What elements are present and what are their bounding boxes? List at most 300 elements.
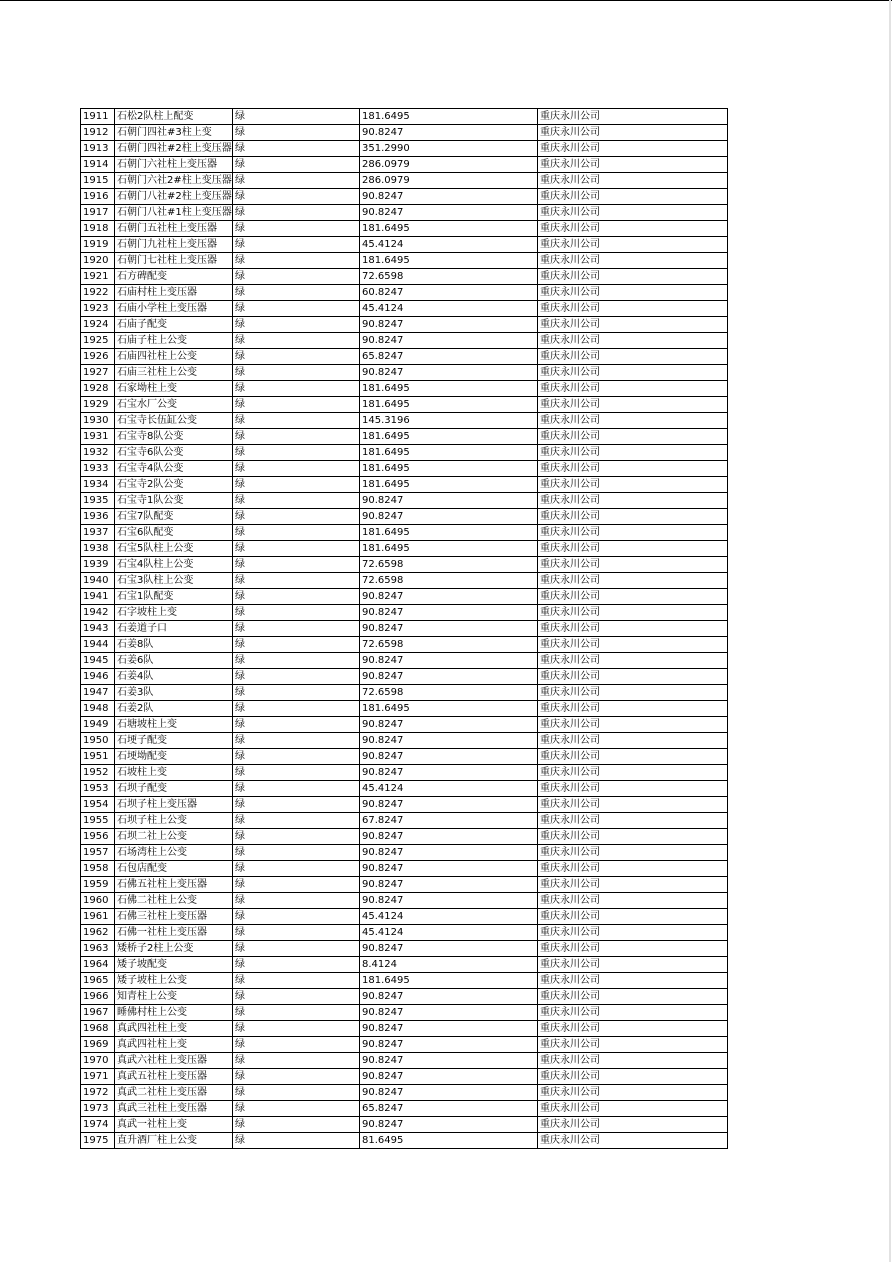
- table-row: [81, 1101, 728, 1117]
- capacity-value-cell: 90.8247: [360, 365, 538, 381]
- transformer-name-cell: 石坝子配变: [115, 781, 233, 797]
- row-number-cell: 1922: [81, 285, 115, 301]
- capacity-value-cell: 181.6495: [360, 429, 538, 445]
- status-color-cell: 绿: [233, 765, 360, 781]
- status-color-cell: 绿: [233, 957, 360, 973]
- company-name-cell: 重庆永川公司: [538, 445, 728, 461]
- status-color-cell: 绿: [233, 429, 360, 445]
- table-row: [81, 365, 728, 381]
- row-number-cell: 1960: [81, 893, 115, 909]
- status-color-cell: 绿: [233, 365, 360, 381]
- status-color-cell: 绿: [233, 221, 360, 237]
- company-name-cell: 重庆永川公司: [538, 349, 728, 365]
- status-color-cell: 绿: [233, 525, 360, 541]
- row-number-cell: 1967: [81, 1005, 115, 1021]
- transformer-name-cell: 真武一社柱上变: [115, 1117, 233, 1133]
- row-number-cell: 1951: [81, 749, 115, 765]
- table-row: [81, 621, 728, 637]
- table-row: [81, 253, 728, 269]
- transformer-name-cell: 石朝门八社#2柱上变压器: [115, 189, 233, 205]
- status-color-cell: 绿: [233, 1133, 360, 1149]
- capacity-value-cell: 90.8247: [360, 493, 538, 509]
- table-row: [81, 429, 728, 445]
- table-row: [81, 893, 728, 909]
- row-number-cell: 1946: [81, 669, 115, 685]
- table-row: [81, 1117, 728, 1133]
- transformer-name-cell: 石宝5队柱上公变: [115, 541, 233, 557]
- transformer-name-cell: 石庙小学柱上变压器: [115, 301, 233, 317]
- status-color-cell: 绿: [233, 349, 360, 365]
- table-row: [81, 381, 728, 397]
- transformer-name-cell: 石家坳柱上变: [115, 381, 233, 397]
- status-color-cell: 绿: [233, 317, 360, 333]
- status-color-cell: 绿: [233, 701, 360, 717]
- status-color-cell: 绿: [233, 269, 360, 285]
- transformer-name-cell: 石包店配变: [115, 861, 233, 877]
- capacity-value-cell: 90.8247: [360, 1053, 538, 1069]
- capacity-value-cell: 90.8247: [360, 861, 538, 877]
- table-row: [81, 445, 728, 461]
- row-number-cell: 1962: [81, 925, 115, 941]
- transformer-name-cell: 石佛三社柱上变压器: [115, 909, 233, 925]
- table-row: [81, 525, 728, 541]
- row-number-cell: 1930: [81, 413, 115, 429]
- capacity-value-cell: 72.6598: [360, 269, 538, 285]
- company-name-cell: 重庆永川公司: [538, 861, 728, 877]
- company-name-cell: 重庆永川公司: [538, 269, 728, 285]
- capacity-value-cell: 90.8247: [360, 1021, 538, 1037]
- transformer-name-cell: 矮子坡配变: [115, 957, 233, 973]
- status-color-cell: 绿: [233, 109, 360, 125]
- transformer-name-cell: 石宝寺2队公变: [115, 477, 233, 493]
- transformer-name-cell: 石宝4队柱上公变: [115, 557, 233, 573]
- row-number-cell: 1959: [81, 877, 115, 893]
- transformer-name-cell: 石宝7队配变: [115, 509, 233, 525]
- status-color-cell: 绿: [233, 605, 360, 621]
- transformer-name-cell: 石宝3队柱上公变: [115, 573, 233, 589]
- table-row: [81, 509, 728, 525]
- row-number-cell: 1919: [81, 237, 115, 253]
- row-number-cell: 1969: [81, 1037, 115, 1053]
- status-color-cell: 绿: [233, 285, 360, 301]
- table-row: [81, 957, 728, 973]
- capacity-value-cell: 90.8247: [360, 205, 538, 221]
- capacity-value-cell: 60.8247: [360, 285, 538, 301]
- company-name-cell: 重庆永川公司: [538, 653, 728, 669]
- row-number-cell: 1971: [81, 1069, 115, 1085]
- row-number-cell: 1932: [81, 445, 115, 461]
- capacity-value-cell: 90.8247: [360, 621, 538, 637]
- status-color-cell: 绿: [233, 813, 360, 829]
- row-number-cell: 1943: [81, 621, 115, 637]
- table-row: [81, 189, 728, 205]
- company-name-cell: 重庆永川公司: [538, 477, 728, 493]
- company-name-cell: 重庆永川公司: [538, 669, 728, 685]
- row-number-cell: 1944: [81, 637, 115, 653]
- status-color-cell: 绿: [233, 461, 360, 477]
- row-number-cell: 1953: [81, 781, 115, 797]
- status-color-cell: 绿: [233, 413, 360, 429]
- company-name-cell: 重庆永川公司: [538, 397, 728, 413]
- row-number-cell: 1941: [81, 589, 115, 605]
- company-name-cell: 重庆永川公司: [538, 1053, 728, 1069]
- capacity-value-cell: 90.8247: [360, 653, 538, 669]
- table-row: [81, 637, 728, 653]
- transformer-name-cell: 石庙四社柱上公变: [115, 349, 233, 365]
- table-row: [81, 717, 728, 733]
- table-row: [81, 861, 728, 877]
- capacity-value-cell: 90.8247: [360, 941, 538, 957]
- transformer-name-cell: 真武三社柱上变压器: [115, 1101, 233, 1117]
- status-color-cell: 绿: [233, 925, 360, 941]
- transformer-name-cell: 石塘坡柱上变: [115, 717, 233, 733]
- table-row: [81, 653, 728, 669]
- row-number-cell: 1947: [81, 685, 115, 701]
- capacity-value-cell: 90.8247: [360, 1037, 538, 1053]
- capacity-value-cell: 90.8247: [360, 1005, 538, 1021]
- status-color-cell: 绿: [233, 1101, 360, 1117]
- transformer-name-cell: 真武五社柱上变压器: [115, 1069, 233, 1085]
- status-color-cell: 绿: [233, 557, 360, 573]
- status-color-cell: 绿: [233, 477, 360, 493]
- transformer-name-cell: 石朝门四社#3柱上变: [115, 125, 233, 141]
- table-row: [81, 669, 728, 685]
- transformer-name-cell: 真武六社柱上变压器: [115, 1053, 233, 1069]
- capacity-value-cell: 90.8247: [360, 893, 538, 909]
- capacity-value-cell: 90.8247: [360, 509, 538, 525]
- row-number-cell: 1915: [81, 173, 115, 189]
- table-row: [81, 781, 728, 797]
- table-row: [81, 221, 728, 237]
- table-row: [81, 1037, 728, 1053]
- table-row: [81, 1053, 728, 1069]
- row-number-cell: 1950: [81, 733, 115, 749]
- table-row: [81, 557, 728, 573]
- table-row: [81, 1069, 728, 1085]
- table-row: [81, 301, 728, 317]
- capacity-value-cell: 181.6495: [360, 701, 538, 717]
- table-row: [81, 141, 728, 157]
- capacity-value-cell: 90.8247: [360, 1085, 538, 1101]
- table-row: [81, 349, 728, 365]
- status-color-cell: 绿: [233, 669, 360, 685]
- capacity-value-cell: 90.8247: [360, 189, 538, 205]
- capacity-value-cell: 45.4124: [360, 301, 538, 317]
- status-color-cell: 绿: [233, 141, 360, 157]
- capacity-value-cell: 72.6598: [360, 637, 538, 653]
- transformer-name-cell: 石松2队柱上配变: [115, 109, 233, 125]
- company-name-cell: 重庆永川公司: [538, 717, 728, 733]
- status-color-cell: 绿: [233, 237, 360, 253]
- status-color-cell: 绿: [233, 1005, 360, 1021]
- table-body: [81, 109, 728, 1149]
- row-number-cell: 1973: [81, 1101, 115, 1117]
- row-number-cell: 1938: [81, 541, 115, 557]
- status-color-cell: 绿: [233, 829, 360, 845]
- table-row: [81, 701, 728, 717]
- table-row: [81, 813, 728, 829]
- transformer-name-cell: 石佛一社柱上变压器: [115, 925, 233, 941]
- transformer-name-cell: 石姜道子口: [115, 621, 233, 637]
- row-number-cell: 1949: [81, 717, 115, 733]
- status-color-cell: 绿: [233, 1021, 360, 1037]
- status-color-cell: 绿: [233, 717, 360, 733]
- transformer-name-cell: 石宝水厂公变: [115, 397, 233, 413]
- table-row: [81, 333, 728, 349]
- capacity-value-cell: 90.8247: [360, 749, 538, 765]
- row-number-cell: 1942: [81, 605, 115, 621]
- table-row: [81, 269, 728, 285]
- capacity-value-cell: 286.0979: [360, 157, 538, 173]
- capacity-value-cell: 90.8247: [360, 125, 538, 141]
- company-name-cell: 重庆永川公司: [538, 1101, 728, 1117]
- status-color-cell: 绿: [233, 781, 360, 797]
- status-color-cell: 绿: [233, 1053, 360, 1069]
- status-color-cell: 绿: [233, 621, 360, 637]
- table-row: [81, 989, 728, 1005]
- row-number-cell: 1952: [81, 765, 115, 781]
- company-name-cell: 重庆永川公司: [538, 525, 728, 541]
- table-row: [81, 605, 728, 621]
- row-number-cell: 1975: [81, 1133, 115, 1149]
- transformer-name-cell: 真武四社柱上变: [115, 1037, 233, 1053]
- capacity-value-cell: 90.8247: [360, 845, 538, 861]
- row-number-cell: 1924: [81, 317, 115, 333]
- company-name-cell: 重庆永川公司: [538, 909, 728, 925]
- transformer-name-cell: 石宝1队配变: [115, 589, 233, 605]
- company-name-cell: 重庆永川公司: [538, 461, 728, 477]
- transformer-name-cell: 石朝门四社#2柱上变压器: [115, 141, 233, 157]
- status-color-cell: 绿: [233, 189, 360, 205]
- transformer-name-cell: 石佛五社柱上变压器: [115, 877, 233, 893]
- transformer-name-cell: 石姜3队: [115, 685, 233, 701]
- table-row: [81, 685, 728, 701]
- row-number-cell: 1916: [81, 189, 115, 205]
- table-row: [81, 909, 728, 925]
- table-row: [81, 749, 728, 765]
- row-number-cell: 1911: [81, 109, 115, 125]
- transformer-name-cell: 石庙村柱上变压器: [115, 285, 233, 301]
- table-row: [81, 1133, 728, 1149]
- transformer-name-cell: 真武四社柱上变: [115, 1021, 233, 1037]
- company-name-cell: 重庆永川公司: [538, 941, 728, 957]
- table-row: [81, 573, 728, 589]
- status-color-cell: 绿: [233, 893, 360, 909]
- row-number-cell: 1923: [81, 301, 115, 317]
- row-number-cell: 1964: [81, 957, 115, 973]
- capacity-value-cell: 181.6495: [360, 109, 538, 125]
- transformer-name-cell: 直升酒厂柱上公变: [115, 1133, 233, 1149]
- company-name-cell: 重庆永川公司: [538, 109, 728, 125]
- transformer-name-cell: 石埂坳配变: [115, 749, 233, 765]
- company-name-cell: 重庆永川公司: [538, 1021, 728, 1037]
- capacity-value-cell: 72.6598: [360, 573, 538, 589]
- capacity-value-cell: 8.4124: [360, 957, 538, 973]
- row-number-cell: 1925: [81, 333, 115, 349]
- row-number-cell: 1933: [81, 461, 115, 477]
- row-number-cell: 1968: [81, 1021, 115, 1037]
- status-color-cell: 绿: [233, 989, 360, 1005]
- transformer-name-cell: 石宝寺1队公变: [115, 493, 233, 509]
- status-color-cell: 绿: [233, 125, 360, 141]
- company-name-cell: 重庆永川公司: [538, 541, 728, 557]
- capacity-value-cell: 65.8247: [360, 1101, 538, 1117]
- row-number-cell: 1954: [81, 797, 115, 813]
- row-number-cell: 1940: [81, 573, 115, 589]
- transformer-name-cell: 石朝门五社柱上变压器: [115, 221, 233, 237]
- status-color-cell: 绿: [233, 333, 360, 349]
- company-name-cell: 重庆永川公司: [538, 973, 728, 989]
- transformer-name-cell: 石字坡柱上变: [115, 605, 233, 621]
- transformer-name-cell: 石方碑配变: [115, 269, 233, 285]
- row-number-cell: 1939: [81, 557, 115, 573]
- capacity-value-cell: 65.8247: [360, 349, 538, 365]
- status-color-cell: 绿: [233, 397, 360, 413]
- status-color-cell: 绿: [233, 205, 360, 221]
- capacity-value-cell: 45.4124: [360, 909, 538, 925]
- status-color-cell: 绿: [233, 1117, 360, 1133]
- row-number-cell: 1966: [81, 989, 115, 1005]
- transformer-name-cell: 石坝二社上公变: [115, 829, 233, 845]
- capacity-value-cell: 286.0979: [360, 173, 538, 189]
- transformer-table: [80, 108, 728, 1149]
- capacity-value-cell: 181.6495: [360, 973, 538, 989]
- row-number-cell: 1920: [81, 253, 115, 269]
- row-number-cell: 1955: [81, 813, 115, 829]
- company-name-cell: 重庆永川公司: [538, 493, 728, 509]
- table-row: [81, 1005, 728, 1021]
- transformer-name-cell: 石坡柱上变: [115, 765, 233, 781]
- capacity-value-cell: 90.8247: [360, 605, 538, 621]
- company-name-cell: 重庆永川公司: [538, 1085, 728, 1101]
- transformer-name-cell: 石场湾柱上公变: [115, 845, 233, 861]
- table-row: [81, 733, 728, 749]
- row-number-cell: 1963: [81, 941, 115, 957]
- company-name-cell: 重庆永川公司: [538, 157, 728, 173]
- capacity-value-cell: 45.4124: [360, 925, 538, 941]
- row-number-cell: 1936: [81, 509, 115, 525]
- status-color-cell: 绿: [233, 301, 360, 317]
- capacity-value-cell: 90.8247: [360, 989, 538, 1005]
- transformer-name-cell: 石庙三社柱上公变: [115, 365, 233, 381]
- status-color-cell: 绿: [233, 909, 360, 925]
- company-name-cell: 重庆永川公司: [538, 797, 728, 813]
- transformer-name-cell: 矮子坡柱上公变: [115, 973, 233, 989]
- company-name-cell: 重庆永川公司: [538, 637, 728, 653]
- capacity-value-cell: 90.8247: [360, 733, 538, 749]
- transformer-name-cell: 石姜4队: [115, 669, 233, 685]
- table-row: [81, 1021, 728, 1037]
- capacity-value-cell: 72.6598: [360, 685, 538, 701]
- transformer-name-cell: 石庙子柱上公变: [115, 333, 233, 349]
- capacity-value-cell: 67.8247: [360, 813, 538, 829]
- row-number-cell: 1929: [81, 397, 115, 413]
- row-number-cell: 1970: [81, 1053, 115, 1069]
- company-name-cell: 重庆永川公司: [538, 1037, 728, 1053]
- row-number-cell: 1956: [81, 829, 115, 845]
- company-name-cell: 重庆永川公司: [538, 509, 728, 525]
- table-row: [81, 541, 728, 557]
- transformer-name-cell: 石朝门八社#1柱上变压器: [115, 205, 233, 221]
- table-row: [81, 941, 728, 957]
- table-row: [81, 397, 728, 413]
- status-color-cell: 绿: [233, 157, 360, 173]
- company-name-cell: 重庆永川公司: [538, 893, 728, 909]
- company-name-cell: 重庆永川公司: [538, 557, 728, 573]
- company-name-cell: 重庆永川公司: [538, 925, 728, 941]
- table-row: [81, 877, 728, 893]
- capacity-value-cell: 72.6598: [360, 557, 538, 573]
- table-row: [81, 1085, 728, 1101]
- transformer-name-cell: 石姜6队: [115, 653, 233, 669]
- status-color-cell: 绿: [233, 733, 360, 749]
- table-row: [81, 157, 728, 173]
- transformer-name-cell: 石坝子柱上变压器: [115, 797, 233, 813]
- company-name-cell: 重庆永川公司: [538, 381, 728, 397]
- capacity-value-cell: 90.8247: [360, 317, 538, 333]
- capacity-value-cell: 45.4124: [360, 237, 538, 253]
- capacity-value-cell: 45.4124: [360, 781, 538, 797]
- status-color-cell: 绿: [233, 653, 360, 669]
- row-number-cell: 1935: [81, 493, 115, 509]
- capacity-value-cell: 351.2990: [360, 141, 538, 157]
- status-color-cell: 绿: [233, 253, 360, 269]
- company-name-cell: 重庆永川公司: [538, 1117, 728, 1133]
- company-name-cell: 重庆永川公司: [538, 333, 728, 349]
- row-number-cell: 1961: [81, 909, 115, 925]
- transformer-name-cell: 石朝门九社柱上变压器: [115, 237, 233, 253]
- status-color-cell: 绿: [233, 1037, 360, 1053]
- row-number-cell: 1974: [81, 1117, 115, 1133]
- transformer-name-cell: 知青柱上公变: [115, 989, 233, 1005]
- transformer-name-cell: 石佛二社柱上公变: [115, 893, 233, 909]
- row-number-cell: 1958: [81, 861, 115, 877]
- transformer-name-cell: 石宝寺长伍缸公变: [115, 413, 233, 429]
- company-name-cell: 重庆永川公司: [538, 221, 728, 237]
- status-color-cell: 绿: [233, 381, 360, 397]
- transformer-name-cell: 石朝门七社柱上变压器: [115, 253, 233, 269]
- table-row: [81, 493, 728, 509]
- row-number-cell: 1934: [81, 477, 115, 493]
- transformer-name-cell: 矮桥子2柱上公变: [115, 941, 233, 957]
- company-name-cell: 重庆永川公司: [538, 765, 728, 781]
- capacity-value-cell: 181.6495: [360, 397, 538, 413]
- capacity-value-cell: 90.8247: [360, 765, 538, 781]
- row-number-cell: 1914: [81, 157, 115, 173]
- table-row: [81, 413, 728, 429]
- status-color-cell: 绿: [233, 1069, 360, 1085]
- company-name-cell: 重庆永川公司: [538, 413, 728, 429]
- company-name-cell: 重庆永川公司: [538, 589, 728, 605]
- status-color-cell: 绿: [233, 877, 360, 893]
- row-number-cell: 1948: [81, 701, 115, 717]
- company-name-cell: 重庆永川公司: [538, 989, 728, 1005]
- row-number-cell: 1945: [81, 653, 115, 669]
- company-name-cell: 重庆永川公司: [538, 1133, 728, 1149]
- status-color-cell: 绿: [233, 173, 360, 189]
- transformer-name-cell: 真武二社柱上变压器: [115, 1085, 233, 1101]
- row-number-cell: 1917: [81, 205, 115, 221]
- row-number-cell: 1928: [81, 381, 115, 397]
- status-color-cell: 绿: [233, 541, 360, 557]
- row-number-cell: 1972: [81, 1085, 115, 1101]
- row-number-cell: 1965: [81, 973, 115, 989]
- capacity-value-cell: 181.6495: [360, 525, 538, 541]
- row-number-cell: 1937: [81, 525, 115, 541]
- transformer-name-cell: 石埂子配变: [115, 733, 233, 749]
- company-name-cell: 重庆永川公司: [538, 733, 728, 749]
- capacity-value-cell: 81.6495: [360, 1133, 538, 1149]
